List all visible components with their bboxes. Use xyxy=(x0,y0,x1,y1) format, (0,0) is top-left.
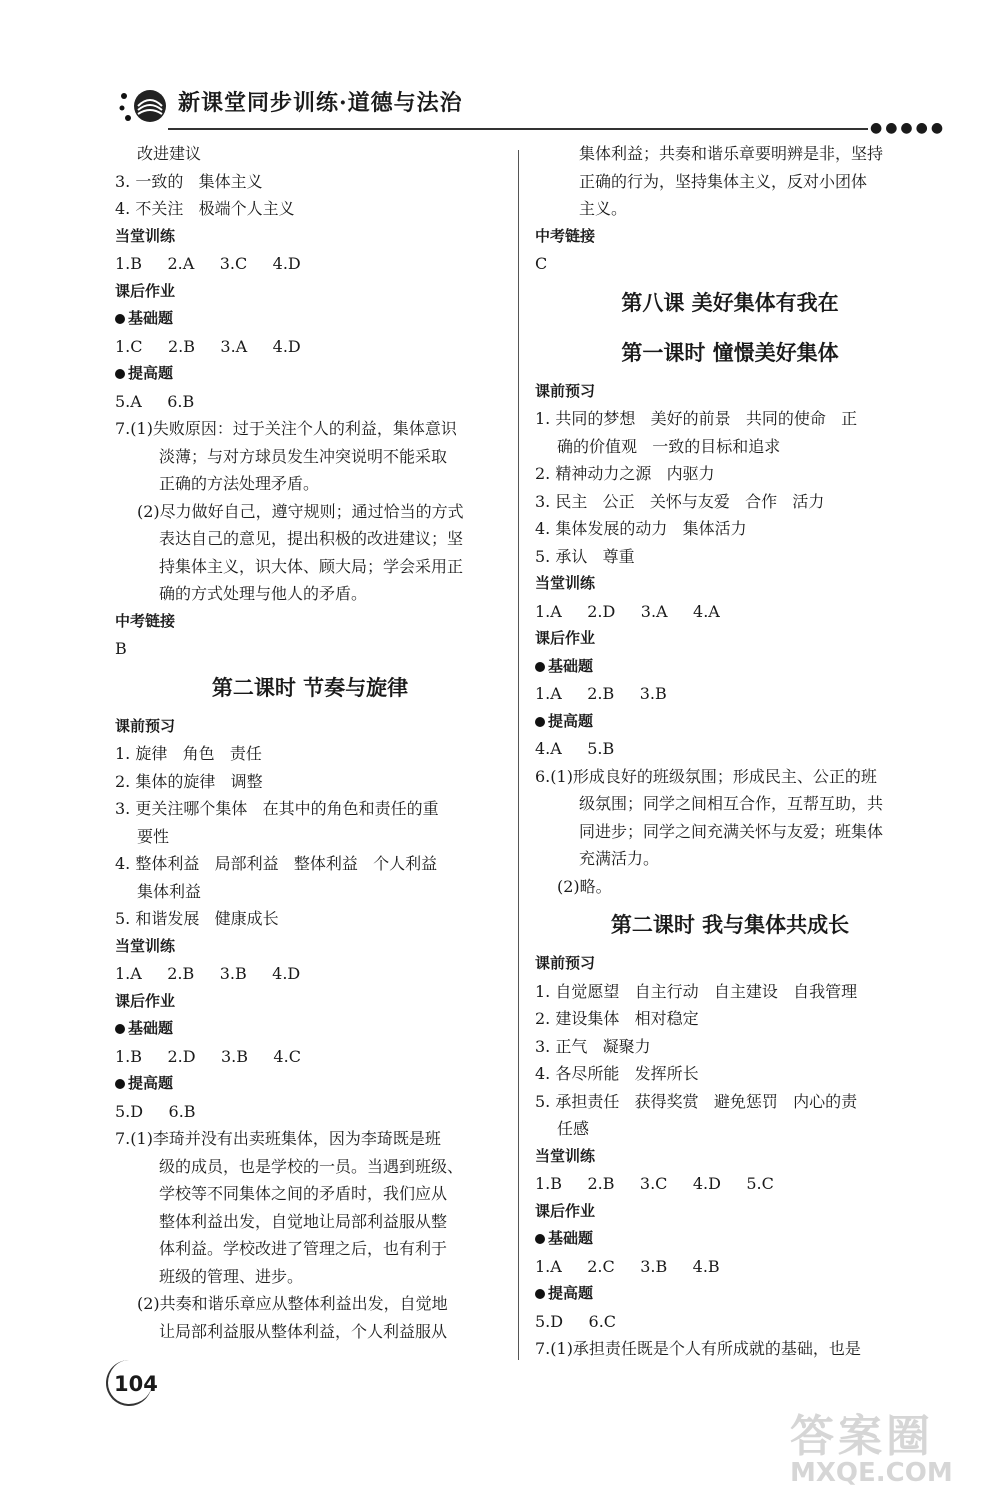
answer-line: 5. 和谐发展 健康成长 xyxy=(115,909,279,928)
subsection-label xyxy=(535,1280,925,1308)
lesson-heading: 第二课时 我与集体共成长 xyxy=(610,913,850,937)
book-logo-icon xyxy=(118,82,168,128)
answer-line: 让局部利益服从整体利益，个人利益服从 xyxy=(159,1321,448,1341)
subsection-label xyxy=(115,1070,505,1098)
section-label: 当堂训练 xyxy=(115,226,176,245)
answer-line: 3. 民主 公正 关怀与友爱 合作 活力 xyxy=(535,491,825,511)
subsection-label xyxy=(535,653,925,681)
bullet-icon xyxy=(115,1079,125,1089)
answer-line: 4. 不关注 极端个人主义 xyxy=(115,199,295,218)
subsection-text: 提高题 xyxy=(128,364,174,382)
answer-line: 集体利益 xyxy=(137,881,202,901)
section-label: 课后作业 xyxy=(115,991,176,1010)
answer-line: 持集体主义，识大体、顾大局；学会采用正 xyxy=(159,556,464,576)
section-label: 当堂训练 xyxy=(115,936,176,955)
bullet-icon xyxy=(115,369,125,379)
answer-line: 5.D 6.B xyxy=(115,1101,196,1121)
section-label: 课后作业 xyxy=(535,629,596,647)
answer-line: 3. 一致的 集体主义 xyxy=(115,171,263,191)
bullet-icon xyxy=(535,717,545,727)
answer-line: 班级的管理、进步。 xyxy=(159,1266,304,1286)
answer-line: 确的方式处理与他人的矛盾。 xyxy=(159,584,368,603)
subsection-label xyxy=(535,1225,925,1253)
bullet-icon xyxy=(115,1024,125,1034)
left-column xyxy=(115,140,505,1345)
subsection-label xyxy=(115,1015,505,1043)
answer-line: 4. 集体发展的动力 集体活力 xyxy=(535,519,747,538)
answer-line: 1.B 2.B 3.C 4.D 5.C xyxy=(535,1174,774,1193)
subsection-text: 提高题 xyxy=(128,1074,174,1092)
subsection-text: 基础题 xyxy=(548,1229,594,1247)
section-label: 课后作业 xyxy=(115,281,176,300)
answer-line: 6.(1)形成良好的班级氛围；形成民主、公正的班 xyxy=(535,766,877,786)
answer-line: 5.A 6.B xyxy=(115,391,195,411)
answer-line: (2)略。 xyxy=(557,876,612,896)
answer-line: 5. 承担责任 获得奖赏 避免惩罚 内心的责 xyxy=(535,1091,858,1111)
answer-line: 4.A 5.B xyxy=(535,739,615,758)
answer-line: 改进建议 xyxy=(137,144,202,163)
answer-line: 5. 承认 尊重 xyxy=(535,546,635,566)
bullet-icon xyxy=(115,314,125,324)
answer-line: (2)尽力做好自己，遵守规则；通过恰当的方式 xyxy=(137,501,464,521)
answer-line: 淡薄；与对方球员发生冲突说明不能采取 xyxy=(159,446,448,466)
subsection-text: 基础题 xyxy=(128,309,174,327)
answer-line: 1. 共同的梦想 美好的前景 共同的使命 正 xyxy=(535,409,858,428)
section-label: 课后作业 xyxy=(535,1201,596,1220)
section-label: 中考链接 xyxy=(535,226,596,245)
answer-line: 表达自己的意见，提出积极的改进建议；坚 xyxy=(159,529,464,548)
watermark-logo-text: 答案圈 xyxy=(790,1411,934,1462)
answer-line: 2. 集体的旋律 调整 xyxy=(115,771,263,791)
header-dots: ●●●●● xyxy=(870,120,947,136)
answer-line: 1.A 2.C 3.B 4.B xyxy=(535,1256,720,1276)
page-header xyxy=(108,78,947,136)
lesson-heading: 第八课 美好集体有我在 xyxy=(621,290,839,315)
answer-line: 任感 xyxy=(557,1119,590,1138)
answer-line: 同进步；同学之间充满关怀与友爱；班集体 xyxy=(579,821,884,841)
section-label: 当堂训练 xyxy=(535,574,596,592)
answer-line: 7.(1)承担责任既是个人有所成就的基础，也是 xyxy=(535,1339,861,1358)
subsection-label xyxy=(115,305,505,333)
answer-line: 正确的方法处理矛盾。 xyxy=(159,474,320,493)
page-number: 104 xyxy=(114,1372,158,1396)
subsection-label xyxy=(535,708,925,736)
answer-line: 级氛围；同学之间相互合作，互帮互助，共 xyxy=(579,794,884,813)
answer-line: 整体利益出发，自觉地让局部利益服从整 xyxy=(159,1211,448,1231)
column-divider xyxy=(518,150,519,1360)
subsection-text: 提高题 xyxy=(548,711,594,730)
answer-line: 1.B 2.A 3.C 4.D xyxy=(115,254,301,273)
answer-line: 2. 建设集体 相对稳定 xyxy=(535,1009,699,1028)
answer-line: 4. 各尽所能 发挥所长 xyxy=(535,1064,699,1083)
section-label: 课前预习 xyxy=(115,716,176,735)
answer-line: 1.A 2.B 3.B 4.D xyxy=(115,964,301,983)
right-column xyxy=(535,140,925,1363)
subsection-text: 基础题 xyxy=(128,1019,174,1037)
answer-line: C xyxy=(535,254,548,273)
answer-line: 1.A 2.B 3.B xyxy=(535,684,667,703)
answer-line: (2)共奏和谐乐章应从整体利益出发，自觉地 xyxy=(137,1294,448,1313)
answer-line: 集体利益；共奏和谐乐章要明辨是非，坚持 xyxy=(579,144,884,163)
answer-line: 1.B 2.D 3.B 4.C xyxy=(115,1046,301,1066)
answer-line: 1. 旋律 角色 责任 xyxy=(115,744,262,763)
answer-line: 充满活力。 xyxy=(579,849,660,868)
lesson-heading: 第二课时 节奏与旋律 xyxy=(211,675,409,700)
header-title: 新课堂同步训练·道德与法治 xyxy=(178,90,463,116)
section-label: 课前预习 xyxy=(535,954,596,972)
header-rule xyxy=(168,128,868,130)
bullet-icon xyxy=(535,662,545,672)
answer-line: 7.(1)李琦并没有出卖班集体，因为李琦既是班 xyxy=(115,1129,441,1148)
answer-line: 5.D 6.C xyxy=(535,1311,617,1331)
answer-line: 4. 整体利益 局部利益 整体利益 个人利益 xyxy=(115,854,438,873)
watermark xyxy=(790,1400,990,1490)
subsection-text: 基础题 xyxy=(548,656,594,675)
section-label: 中考链接 xyxy=(115,611,176,630)
subsection-text: 提高题 xyxy=(548,1284,594,1302)
answer-line: 确的价值观 一致的目标和追求 xyxy=(557,436,781,456)
answer-line: 体利益。学校改进了管理之后，也有利于 xyxy=(159,1239,448,1258)
answer-line: 3. 正气 凝聚力 xyxy=(535,1036,651,1056)
watermark-url: MXQE.COM xyxy=(790,1458,953,1488)
answer-line: 1.A 2.D 3.A 4.A xyxy=(535,601,720,621)
answer-line: 正确的行为，坚持集体主义，反对小团体 xyxy=(579,171,868,191)
bullet-icon xyxy=(535,1289,545,1299)
answer-line: 要性 xyxy=(137,826,170,846)
section-label: 课前预习 xyxy=(535,381,596,400)
answer-line: 主义。 xyxy=(579,199,628,218)
subsection-label xyxy=(115,360,505,388)
section-label: 当堂训练 xyxy=(535,1146,596,1165)
answer-line: 级的成员，也是学校的一员。当遇到班级、 xyxy=(159,1156,464,1176)
answer-line: 3. 更关注哪个集体 在其中的角色和责任的重 xyxy=(115,799,439,818)
answer-line: 7.(1)失败原因：过于关注个人的利益，集体意识 xyxy=(115,419,457,438)
answer-line: 1.C 2.B 3.A 4.D xyxy=(115,336,301,356)
answer-line: 1. 自觉愿望 自主行动 自主建设 自我管理 xyxy=(535,981,858,1001)
lesson-heading: 第一课时 憧憬美好集体 xyxy=(621,340,839,365)
answer-line: B xyxy=(115,639,127,658)
answer-line: 学校等不同集体之间的矛盾时，我们应从 xyxy=(159,1184,448,1203)
bullet-icon xyxy=(535,1234,545,1244)
answer-line: 2. 精神动力之源 内驱力 xyxy=(535,464,715,483)
